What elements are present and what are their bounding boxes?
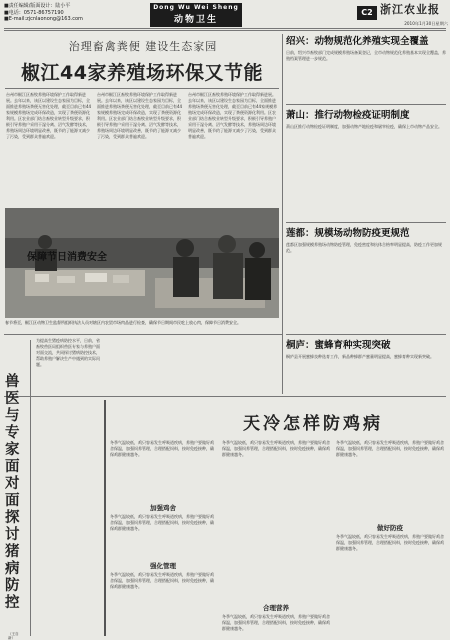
feature-body: 冬季气温较低，鸡只容易发生呼吸道疾病，养殖户要做好鸡舍保温，加强饲养管理，合理搭配饲料，按时免疫接种，确保鸡群健康越冬。 bbox=[110, 572, 214, 589]
photo-caption: 春节将至，椒江区动物卫生监督所组织执法人员对辖区内农贸市场肉品进行检查，确保节日期间市民吃上放心肉，保障节日消费安全。 bbox=[5, 320, 241, 325]
article-body: 萧山区推行动物检疫证明制度，加强动物产地检疫和屠宰检疫，确保上市动物产品安全。 bbox=[286, 124, 442, 129]
sidebar-body: 为提高生猪疫病防控水平，日前，省畜牧兽医局组织兽医专家与养殖户面对面交流，共同探讨猪病防控技术，帮助养殖户解决生产中遇到的实际问题。 bbox=[36, 338, 100, 367]
sidebar-headline: 兽医与专家面对面探讨猪病防控 bbox=[5, 374, 20, 611]
feature-body: 冬季气温较低，鸡只容易发生呼吸道疾病，养殖户要做好鸡舍保温，加强饲养管理，合理搭配饲料，按时免疫接种，确保鸡群健康越冬。 bbox=[336, 440, 444, 457]
article-body: 日前，绍兴市畜牧部门完成规模养殖场备案登记，全市动物规范化养殖基本实现全覆盖，养殖档案管理进一步规范。 bbox=[286, 50, 446, 61]
article-column-2: 台州市椒江区畜牧养殖环境保护工作取得新进展。去年以来，该区以建设生态家园为目标，全面推进养殖场粪便无害化处理，截至目前已有44家规模养殖场完成环保改造，实现了粪便资源化利用。区农业部门结合畜牧业转型升级要求，积极引导养殖户采用干湿分离、沼气发酵等技术，养殖场周边环境明显改善，既节约了能源又减少了污染，受到群众普遍欢迎。 bbox=[97, 92, 183, 139]
article-rule bbox=[286, 334, 446, 335]
feature-body: 冬季气温较低，鸡只容易发生呼吸道疾病，养殖户要做好鸡舍保温，加强饲养管理，合理搭配饲料，按时免疫接种，确保鸡群健康越冬。 bbox=[222, 614, 330, 631]
article-heading: 萧山：推行动物检疫证明制度 bbox=[286, 110, 410, 121]
feature-divider bbox=[104, 400, 106, 636]
article-column-3: 台州市椒江区畜牧养殖环境保护工作取得新进展。去年以来，该区以建设生态家园为目标，全面推进养殖场粪便无害化处理，截至目前已有44家规模养殖场完成环保改造，实现了粪便资源化利用。区农业部门结合畜牧业转型升级要求，积极引导养殖户采用干湿分离、沼气发酵等技术，养殖场周边环境明显改善，既节约了能源又减少了污染，受到群众普遍欢迎。 bbox=[188, 92, 278, 139]
contact-info bbox=[4, 3, 90, 23]
section-rule bbox=[4, 334, 282, 335]
feature-body: 冬季气温较低，鸡只容易发生呼吸道疾病，养殖户要做好鸡舍保温，加强饲养管理，合理搭配饲料，按时免疫接种，确保鸡群健康越冬。 bbox=[110, 514, 214, 531]
article-rule bbox=[286, 222, 446, 223]
section-title: 动物卫生 bbox=[173, 15, 218, 25]
news-photo bbox=[5, 208, 279, 318]
feature-subhead: 加强鸡舍 bbox=[150, 504, 176, 512]
paper-name: 浙江农业报 bbox=[380, 3, 440, 16]
email-line: ■E-mail:zjcnlaonong@163.com bbox=[4, 16, 83, 23]
photo-overlay-title: 保障节日消费安全 bbox=[27, 252, 107, 263]
main-subtitle: 治理畜禽粪便 建设生态家园 bbox=[68, 40, 218, 53]
article-body: 桐庐县开展蜜蜂良种选育工作，新品种蜂群产蜜量明显提高，蜜蜂育种实现新突破。 bbox=[286, 354, 434, 359]
editor-line: ■责任编辑/版面设计：陆小平 bbox=[4, 3, 71, 9]
phone-line: ■电话：0571-86757190 bbox=[4, 9, 64, 16]
feature-subhead: 做好防疫 bbox=[377, 524, 403, 532]
header-rule bbox=[4, 30, 446, 31]
article-body: 莲都区加强规模养殖场动物防疫管理，免疫密度和抗体合格率明显提高，防疫工作更加规范。 bbox=[286, 242, 442, 253]
issue-date: 2010年1月30日星期六 bbox=[404, 21, 448, 26]
feature-headline: 天冷怎样防鸡病 bbox=[243, 414, 383, 434]
column-divider bbox=[282, 34, 283, 394]
headline-rule bbox=[5, 88, 279, 89]
article-heading: 绍兴：动物规范化养殖实现全覆盖 bbox=[286, 36, 429, 47]
article-heading: 莲都：规模场动物防疫更规范 bbox=[286, 228, 410, 239]
page-code: C2 bbox=[357, 6, 377, 20]
feature-body: 冬季气温较低，鸡只容易发生呼吸道疾病，养殖户要做好鸡舍保温，加强饲养管理，合理搭配饲料，按时免疫接种，确保鸡群健康越冬。 bbox=[110, 440, 214, 457]
feature-subhead: 合理营养 bbox=[263, 604, 289, 612]
sidebar-byline: （王自新） bbox=[8, 632, 19, 640]
feature-body: 冬季气温较低，鸡只容易发生呼吸道疾病，养殖户要做好鸡舍保温，加强饲养管理，合理搭配饲料，按时免疫接种，确保鸡群健康越冬。 bbox=[336, 534, 444, 551]
main-headline: 椒江44家养殖场环保又节能 bbox=[21, 62, 263, 84]
feature-subhead: 强化管理 bbox=[150, 562, 176, 570]
sidebar-divider bbox=[30, 340, 31, 636]
article-rule bbox=[286, 104, 446, 105]
section-pinyin: Dong Wu Wei Sheng bbox=[153, 4, 239, 11]
header-rule bbox=[4, 28, 446, 29]
article-heading: 桐庐：蜜蜂育种实现突破 bbox=[286, 340, 391, 351]
article-column-1: 台州市椒江区畜牧养殖环境保护工作取得新进展。去年以来，该区以建设生态家园为目标，全面推进养殖场粪便无害化处理，截至目前已有44家规模养殖场完成环保改造，实现了粪便资源化利用。区农业部门结合畜牧业转型升级要求，积极引导养殖户采用干湿分离、沼气发酵等技术，养殖场周边环境明显改善，既节约了能源又减少了污染，受到群众普遍欢迎。 bbox=[6, 92, 92, 139]
feature-body: 冬季气温较低，鸡只容易发生呼吸道疾病，养殖户要做好鸡舍保温，加强饲养管理，合理搭配饲料，按时免疫接种，确保鸡群健康越冬。 bbox=[222, 440, 330, 457]
